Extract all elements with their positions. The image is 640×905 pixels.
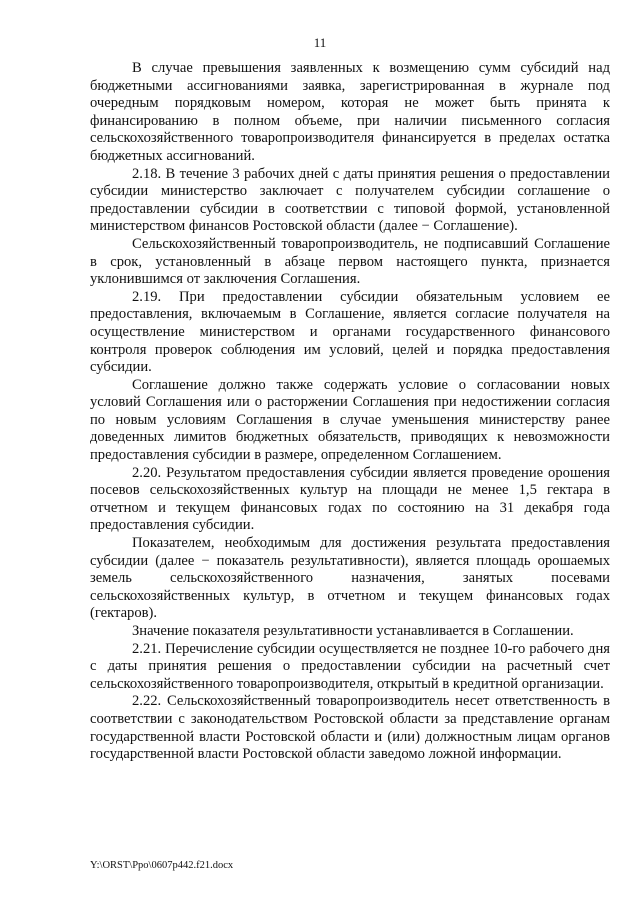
footer-file-path: Y:\ORST\Ppo\0607p442.f21.docx — [90, 860, 234, 871]
paragraph: 2.20. Результатом предоставления субсидии является проведение орошения посевов сельскохозяйственных культур на площади не менее 1,5 гектара в отчетном и текущем финансовых годах по состоянию на 31 декабря года предоставления субсидии. — [90, 464, 610, 534]
paragraph: Сельскохозяйственный товаропроизводитель, не подписавший Соглашение в срок, установленный в абзаце первом настоящего пункта, признается уклонившимся от заключения Соглашения. — [90, 235, 610, 288]
paragraph: 2.18. В течение 3 рабочих дней с даты принятия решения о предоставлении субсидии министерство заключает с получателем субсидии соглашение о предоставлении субсидии в соответствии с типовой формой, установленной министерством финансов Ростовской области (далее − Соглашение). — [90, 165, 610, 235]
paragraph: 2.19. При предоставлении субсидии обязательным условием ее предоставления, включаемым в Соглашение, является согласие получателя на осуществление министерством и органами государственного финансового контроля проверок соблюдения им условий, целей и порядка предоставления субсидии. — [90, 288, 610, 376]
page-number: 11 — [313, 35, 327, 50]
paragraph: Соглашение должно также содержать условие о согласовании новых условий Соглашения или о расторжении Соглашения при недостижении согласия по новым условиям Соглашения в случае уменьшения министерству ранее доведенных лимитов бюджетных обязательств, приводящих к невозможности предоставления субсидии в размере, определенном Соглашением. — [90, 376, 610, 464]
paragraph: Значение показателя результативности устанавливается в Соглашении. — [132, 623, 574, 639]
paragraph: 2.21. Перечисление субсидии осуществляется не позднее 10-го рабочего дня с даты принятия решения о предоставлении субсидии на расчетный счет сельскохозяйственного товаропроизводителя, открытый в кредитной организации. — [90, 640, 610, 692]
paragraph: Показателем, необходимым для достижения результата предоставления субсидии (далее − показатель результативности), является площадь орошаемых земель сельскохозяйственного назначения, занятых посевами сельскохозяйственных культур, в отчетном и текущем финансовых годах (гектаров). — [90, 535, 610, 622]
document-body — [90, 60, 610, 764]
paragraph: 2.22. Сельскохозяйственный товаропроизводитель несет ответственность в соответствии с законодательством Ростовской области за представление органам государственной власти Ростовской области и (или) должностным лицам органов государственной власти Ростовской области заведомо ложной информации. — [90, 693, 610, 763]
paragraph: В случае превышения заявленных к возмещению сумм субсидий над бюджетными ассигнованиями заявка, зарегистрированная в журнале под очередным порядковым номером, которая не может быть принята к финансированию в полном объеме, при наличии письменного согласия сельскохозяйственного товаропроизводителя финансируется в пределах остатка бюджетных ассигнований. — [90, 60, 610, 164]
